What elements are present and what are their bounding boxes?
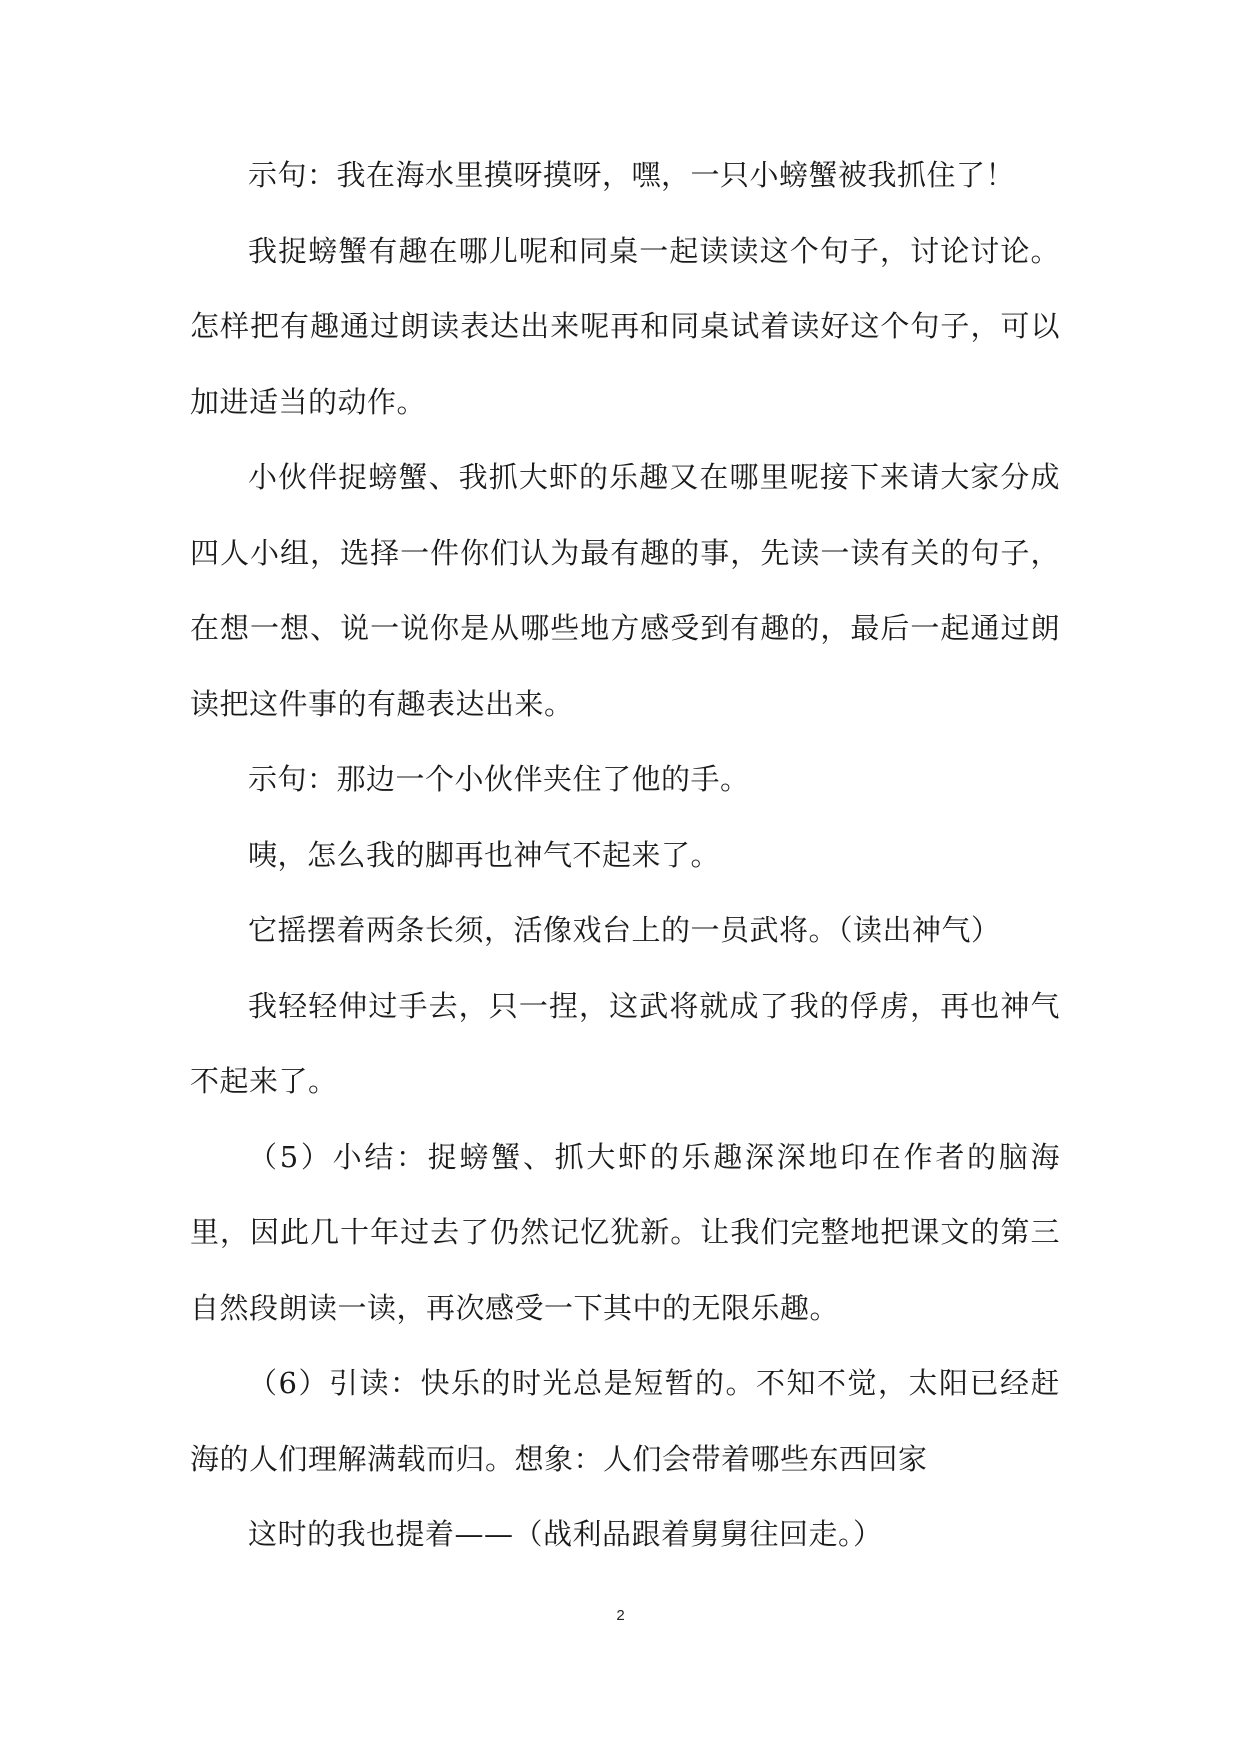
paragraph-discuss-crab: 我捉螃蟹有趣在哪儿呢和同桌一起读读这个句子，讨论讨论。怎样把有趣通过朗读表达出来呢再和同桌试着读好这个句子，可以加进适当的动作。 [190, 233, 1060, 419]
paragraph-captive: 我轻轻伸过手去，只一捏，这武将就成了我的俘虏，再也神气不起来了。 [190, 988, 1060, 1098]
paragraph-example-friend: 示句：那边一个小伙伴夹住了他的手。 [248, 762, 750, 796]
page-body [190, 138, 1060, 1573]
paragraph-general: 它摇摆着两条长须，活像戏台上的一员武将。（读出神气） [248, 913, 1001, 947]
paragraph-example-crab: 示句：我在海水里摸呀摸呀，嘿，一只小螃蟹被我抓住了！ [248, 158, 1016, 192]
paragraph-guided-reading: （6）引读：快乐的时光总是短暂的。不知不觉，太阳已经赶海的人们理解满载而归。想象：人们会带着哪些东西回家 [190, 1366, 1060, 1476]
paragraph-going-home: 这时的我也提着——（战利品跟着舅舅往回走。） [248, 1517, 883, 1551]
paragraph-group-reading: 小伙伴捉螃蟹、我抓大虾的乐趣又在哪里呢接下来请大家分成四人小组，选择一件你们认为最有趣的事，先读一读有关的句子，在想一想、说一说你是从哪些地方感受到有趣的，最后一起通过朗读把这件事的有趣表达出来。 [190, 460, 1060, 721]
paragraph-foot: 咦，怎么我的脚再也神气不起来了。 [248, 837, 721, 872]
paragraph-summary: （5）小结：捉螃蟹、抓大虾的乐趣深深地印在作者的脑海里，因此几十年过去了仍然记忆犹新。让我们完整地把课文的第三自然段朗读一读，再次感受一下其中的无限乐趣。 [190, 1139, 1060, 1325]
page-number: 2 [616, 1607, 625, 1624]
